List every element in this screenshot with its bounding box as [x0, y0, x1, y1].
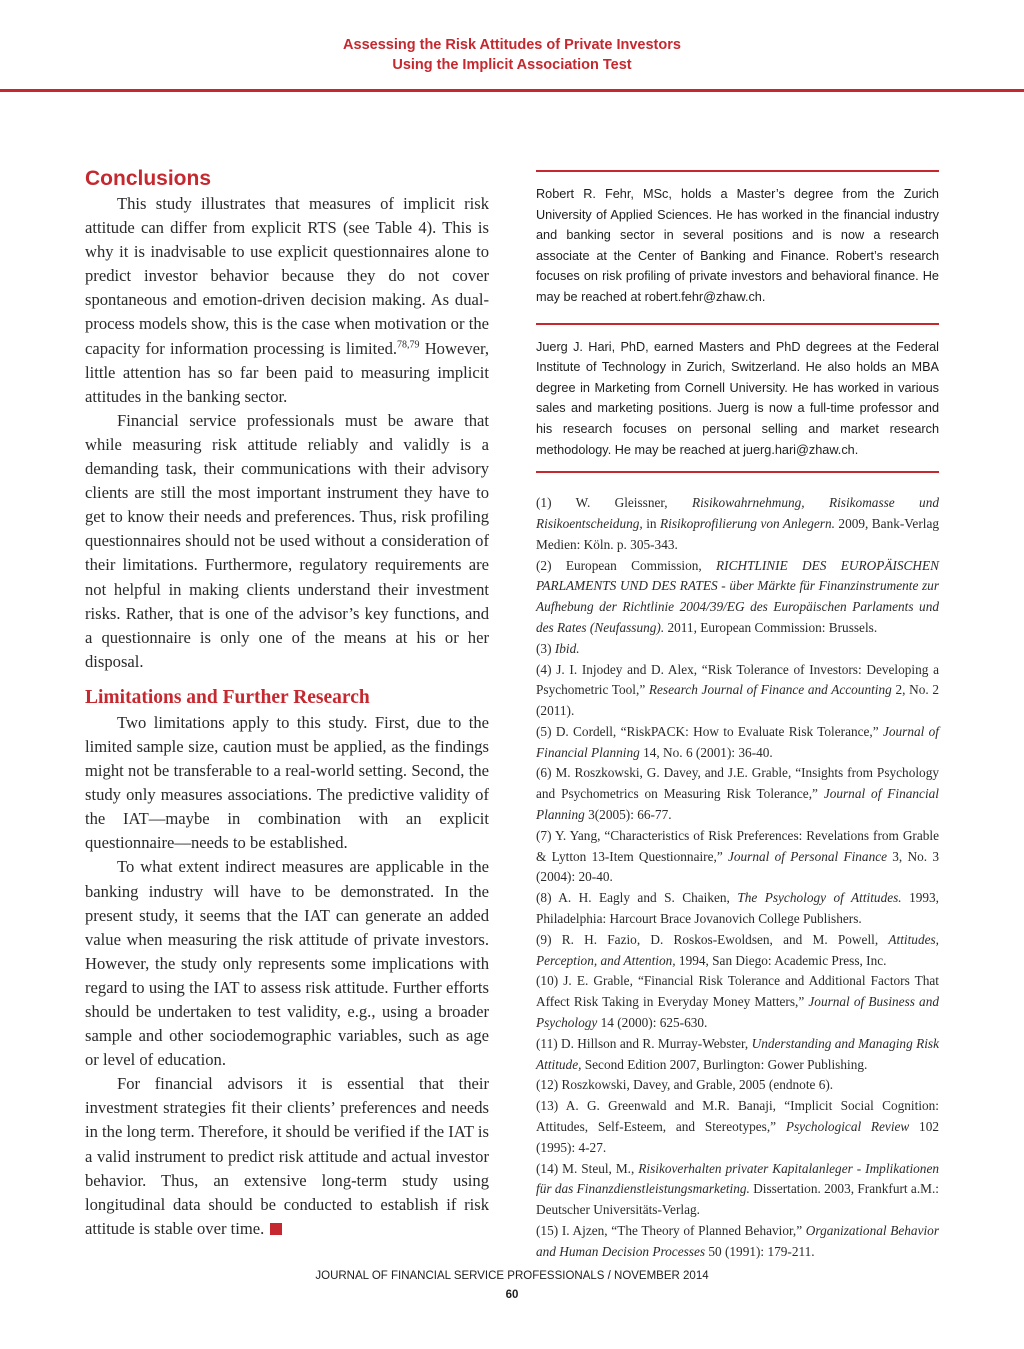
left-column	[85, 165, 489, 1241]
bio-rule-bottom	[536, 471, 939, 473]
endnote-text: (9) R. H. Fazio, D. Roskos-Ewoldsen, and M. Powell,	[536, 931, 889, 947]
endnote-text: in	[642, 515, 660, 531]
endnote-text: 3(2005): 66-77.	[584, 807, 672, 823]
endnote-text: (13) A. G. Greenwald and M.R. Banaji, “Implicit Social Cognition: Attitudes, Self-Esteem, and Stereotypes,”	[536, 1098, 939, 1135]
endnote-italic: Journal of Personal Finance	[727, 848, 888, 864]
endnote	[536, 556, 939, 639]
page-number: 60	[505, 1289, 519, 1301]
endnote	[536, 639, 939, 660]
endnote	[536, 1221, 939, 1263]
endnote-text: 14, No. 6 (2001): 36-40.	[639, 744, 773, 760]
endnote	[536, 1159, 939, 1221]
limitations-paragraph-3	[85, 1072, 489, 1241]
endnote-text: (6) M. Roszkowski, G. Davey, and J.E. Grable, “Insights from Psychology and Psychometrics on Measuring Risk Tolerance,”	[536, 765, 939, 802]
endnote-text: (7) Y. Yang, “Characteristics of Risk Preferences: Revelations from Grable & Lytton 13-Item Questionnaire,”	[536, 827, 939, 864]
author-bio-hari: Juerg J. Hari, PhD, earned Masters and PhD degrees at the Federal Institute of Technology in Zurich, Switzerland. He also holds an MBA degree in Marketing from Cornell University. He has worked in various sales and marketing positions. Juerg is now a full-time professor and his research focuses on personal selling and market research methodology. He may be reached at juerg.hari@zhaw.ch.	[536, 339, 939, 457]
endnote-italic: Risikoprofilierung von Anlegern.	[660, 515, 835, 531]
conclusions-heading: Conclusions	[85, 167, 212, 190]
endnote-italic: The Psychology of Attitudes.	[737, 890, 902, 906]
right-column	[536, 170, 939, 1263]
header-rule	[0, 89, 1024, 92]
endnote	[536, 826, 939, 888]
endnote-italic: RICHTLINIE DES EUROPÄISCHEN PARLAMENTS UND DES RATES - über Märkte für Finanzinstrumente zur Aufhebung der Richtlinie 2004/39/EG des Europäischen Parlaments und des Rates (Neufassung).	[536, 557, 939, 635]
endnote-text: 1993, Philadelphia: Harcourt Brace Jovanovich College Publishers.	[536, 890, 939, 927]
running-head-line-1: Assessing the Risk Attitudes of Private Investors	[343, 37, 681, 53]
endnote-text: (5) D. Cordell, “RiskPACK: How to Evaluate Risk Tolerance,”	[536, 723, 883, 739]
endnote	[536, 1075, 939, 1096]
citation-superscript: 78,79	[397, 339, 420, 351]
endnote-text: (4) J. I. Injodey and D. Alex, “Risk Tolerance of Investors: Developing a Psychometric Tool,”	[536, 661, 939, 698]
endnote-text: 2009, Bank-Verlag Medien: Köln. p. 305-343.	[536, 515, 940, 552]
limitations-p3-text: For financial advisors it is essential that their investment strategies fit their clients’ preferences and needs in the long term. Therefore, it should be verified if the IAT is a valid instrument to predict risk attitude and actual investor behavior. Thus, an extensive long-term study using longitudinal data should be conducted to establish if risk attitude is stable over time.	[85, 1074, 489, 1238]
endnote-italic: Psychological Review	[785, 1119, 910, 1135]
endnote-text: Dissertation. 2003, Frankfurt a.M.: Deutscher Universitäts-Verlag.	[536, 1181, 939, 1218]
endnote-italic: Organizational Behavior and Human Decision Processes	[536, 1223, 939, 1259]
conclusions-p1-text: This study illustrates that measures of implicit risk attitude can differ from explicit RTS (see Table 4). This is why it is inadvisable to use explicit questionnaires alone to predict investor behavior because they do not cover spontaneous and emotion-driven decision making. As dual-process models show, this is the case when motivation or the capacity for information processing is limited.	[85, 194, 489, 358]
endnote-text: (2) European Commission,	[536, 557, 717, 573]
endnote-text: 50 (1991): 179-211.	[705, 1243, 815, 1259]
endnote	[536, 660, 939, 722]
endnote-text: 1994, San Diego: Academic Press, Inc.	[675, 952, 887, 968]
limitations-paragraph-1: Two limitations apply to this study. First, due to the limited sample size, caution must be applied, as the findings might not be transferable to a real-world setting. Second, the study only measures associations. The predictive validity of the IAT—maybe in combination with an explicit questionnaire—needs to be established.	[85, 712, 489, 853]
endnote-italic: Journal of Financial Planning	[536, 786, 939, 823]
endnote	[536, 1034, 939, 1076]
bio-rule-middle	[536, 323, 939, 325]
endnote-text: 14 (2000): 625-630.	[597, 1015, 708, 1031]
endnote	[536, 888, 939, 930]
end-of-article-mark	[270, 1223, 282, 1235]
endnote-text: 102 (1995): 4-27.	[536, 1119, 939, 1155]
endnote-text: (10) J. E. Grable, “Financial Risk Tolerance and Additional Factors That Affect Risk Taking in Everyday Money Matters,”	[536, 973, 939, 1010]
endnote-text: (14) M. Steul, M.,	[536, 1160, 639, 1176]
endnote-italic: Ibid.	[554, 640, 580, 656]
endnote-italic: Risikoverhalten privater Kapitalanleger - Implikationen für das Finanzdienstleistungsmarketing.	[536, 1160, 939, 1197]
endnote-text: (12) Roszkowski, Davey, and Grable, 2005 (endnote 6).	[536, 1077, 834, 1093]
running-head-line-2: Using the Implicit Association Test	[392, 57, 632, 73]
journal-footer: JOURNAL OF FINANCIAL SERVICE PROFESSIONALS / NOVEMBER 2014	[315, 1270, 709, 1282]
endnote-text: (11) D. Hillson and R. Murray-Webster,	[536, 1035, 752, 1051]
endnotes	[536, 493, 939, 1262]
endnote	[536, 1096, 939, 1158]
endnote-text: (15) I. Ajzen, “The Theory of Planned Behavior,”	[536, 1223, 806, 1239]
author-bio-fehr: Robert R. Fehr, MSc, holds a Master’s degree from the Zurich University of Applied Sciences. He has worked in the financial industry and banking sector in several positions and is now a research associate at the Center of Banking and Finance. Robert’s research focuses on risk profiling of private investors and behavioral finance. He may be reached at robert.fehr@zhaw.ch.	[536, 187, 939, 304]
endnote-italic: Journal of Business and Psychology	[536, 994, 940, 1031]
endnote-italic: Attitudes, Perception, and Attention,	[536, 931, 939, 968]
endnote-italic: Research Journal of Finance and Accounting	[648, 682, 892, 698]
endnote-text: Second Edition 2007, Burlington: Gower Publishing.	[581, 1056, 868, 1072]
endnote-text: (1) W. Gleissner,	[536, 495, 692, 511]
bio-rule-top	[536, 170, 939, 172]
endnote-text: (3)	[536, 640, 555, 656]
endnote-italic: Risikowahrnehmung, Risikomasse und Risikoentscheidung,	[536, 495, 939, 531]
endnote	[536, 971, 939, 1033]
endnote-text: 3, No. 3 (2004): 20-40.	[536, 848, 939, 885]
endnote	[536, 722, 939, 764]
endnote-text: 2, No. 2 (2011).	[536, 682, 940, 719]
endnote	[536, 493, 939, 555]
conclusions-p1-text-cont: However, little attention has so far been paid to measuring implicit attitudes in the banking sector.	[85, 338, 490, 406]
conclusions-paragraph-2: Financial service professionals must be aware that while measuring risk attitude reliably and validly is a demanding task, their communications with their advisory clients are still the most important instrument they have to get to know their needs and preferences. Thus, risk profiling questionnaires should not be used without a consideration of their limitations. Furthermore, regulatory requirements are not helpful in making clients understand their investment risks. Rather, that is one of the advisor’s key functions, and a questionnaire is only one of the means at his or her disposal.	[85, 410, 489, 671]
endnote-italic: Understanding and Managing Risk Attitude,	[536, 1035, 939, 1072]
running-head	[0, 35, 1024, 75]
endnote-italic: Journal of Financial Planning	[536, 723, 939, 760]
endnote-text: (8) A. H. Eagly and S. Chaiken,	[536, 890, 738, 906]
conclusions-paragraph-1	[85, 192, 489, 409]
endnote	[536, 763, 939, 825]
endnote	[536, 930, 939, 972]
limitations-heading: Limitations and Further Research	[85, 686, 370, 708]
limitations-paragraph-2: To what extent indirect measures are applicable in the banking industry will have to be demonstrated. In the present study, it seems that the IAT can generate an added value when measuring the risk attitude of private investors. However, the study only represents some implications with regard to using the IAT to assess risk attitude. Further efforts should be undertaken to test validity, e.g., using a broader sample and other sociodemographic variables, such as age or level of education.	[85, 857, 489, 1070]
endnote-text: 2011, European Commission: Brussels.	[664, 619, 878, 635]
